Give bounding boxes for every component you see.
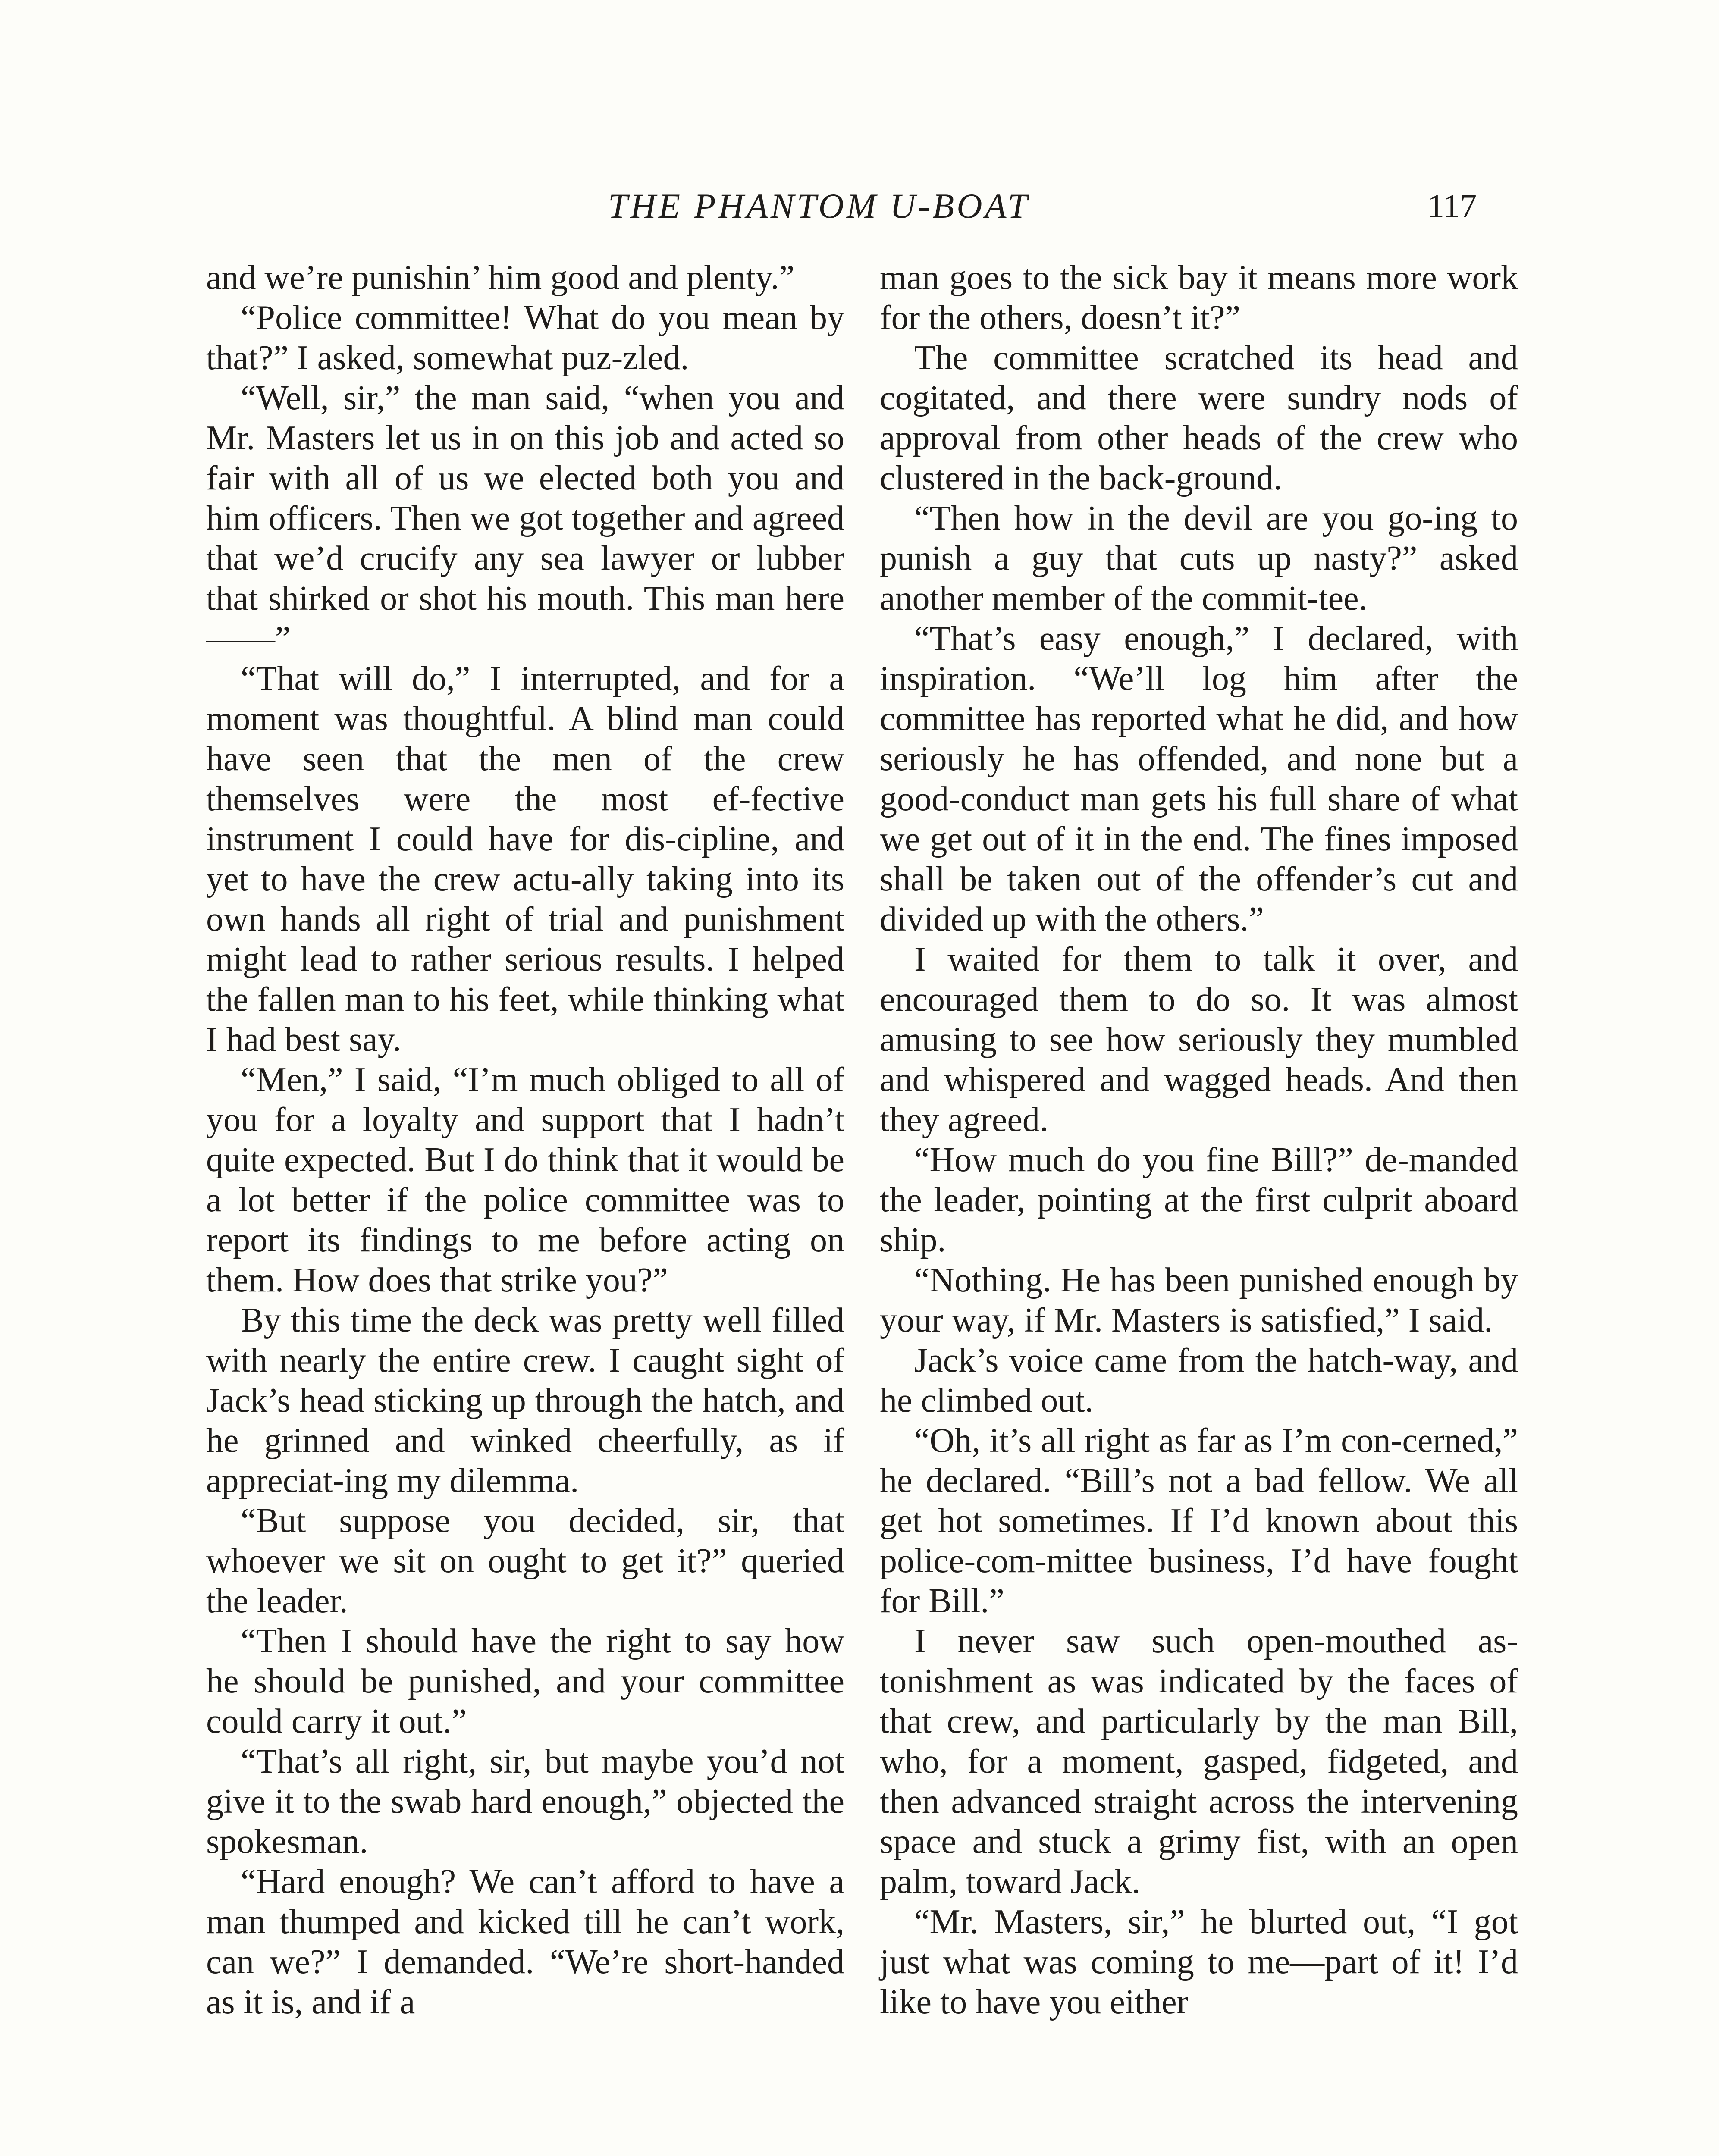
page-number: 117 bbox=[1427, 187, 1477, 225]
paragraph: “Mr. Masters, sir,” he blurted out, “I got just what was coming to me—part of it! I’d like to have you either bbox=[880, 1903, 1518, 2021]
paragraph: “But suppose you decided, sir, that whoever we sit on ought to get it?” queried the leader. bbox=[206, 1502, 844, 1620]
paragraph: “Then how in the devil are you go-ing to punish a guy that cuts up nasty?” asked another member of the commit-tee. bbox=[880, 499, 1518, 617]
paragraph: “That’s all right, sir, but maybe you’d not give it to the swab hard enough,” objected the spokesman. bbox=[206, 1742, 844, 1861]
paragraph: “That will do,” I interrupted, and for a moment was thoughtful. A blind man could have seen that the men of the crew themselves were the most ef-fective instrument I could have for dis-cipline, and yet to have the crew actu-ally taking into its own hands all right of trial and punishment might lead to rather serious results. I helped the fallen man to his feet, while thinking what I had best say. bbox=[206, 660, 844, 1059]
paragraph: “Police committee! What do you mean by that?” I asked, somewhat puz-zled. bbox=[206, 299, 844, 377]
paragraph: Jack’s voice came from the hatch-way, and he climbed out. bbox=[880, 1341, 1518, 1420]
paragraph: By this time the deck was pretty well filled with nearly the entire crew. I caught sight of Jack’s head sticking up through the hatch, and he grinned and winked cheerfully, as if appreciat-ing my dilemma. bbox=[206, 1301, 844, 1500]
left-column bbox=[206, 258, 844, 2022]
running-title: THE PHANTOM U-BOAT bbox=[608, 186, 1030, 226]
paragraph: I waited for them to talk it over, and encouraged them to do so. It was almost amusing to see how seriously they mumbled and whispered and wagged heads. And then they agreed. bbox=[880, 940, 1518, 1139]
paragraph: “Nothing. He has been punished enough by your way, if Mr. Masters is satisfied,” I said. bbox=[880, 1261, 1518, 1339]
paragraph: “That’s easy enough,” I declared, with inspiration. “We’ll log him after the committee has reported what he did, and how seriously he has offended, and none but a good-conduct man gets his full share of what we get out of it in the end. The fines imposed shall be taken out of the offender’s cut and divided up with the others.” bbox=[880, 620, 1518, 938]
paragraph: The committee scratched its head and cogitated, and there were sundry nods of approval from other heads of the crew who clustered in the back-ground. bbox=[880, 339, 1518, 497]
right-column bbox=[880, 258, 1518, 2022]
paragraph: “Then I should have the right to say how he should be punished, and your committee could carry it out.” bbox=[206, 1622, 844, 1740]
paragraph: “Men,” I said, “I’m much obliged to all of you for a loyalty and support that I hadn’t quite expected. But I do think that it would be a lot better if the police committee was to report its findings to me before acting on them. How does that strike you?” bbox=[206, 1061, 844, 1299]
paragraph: man goes to the sick bay it means more work for the others, doesn’t it?” bbox=[880, 259, 1518, 337]
running-head bbox=[0, 180, 1719, 232]
paragraph: “Hard enough? We can’t afford to have a man thumped and kicked till he can’t work, can we?” I demanded. “We’re short-handed as it is, and if a bbox=[206, 1863, 844, 2021]
paragraph: I never saw such open-mouthed as-tonishment as was indicated by the faces of that crew, and particularly by the man Bill, who, for a moment, gasped, fidgeted, and then advanced straight across the intervening space and stuck a grimy fist, with an open palm, toward Jack. bbox=[880, 1622, 1518, 1901]
paragraph: and we’re punishin’ him good and plenty.” bbox=[206, 259, 795, 297]
paragraph: “Well, sir,” the man said, “when you and Mr. Masters let us in on this job and acted so fair with all of us we elected both you and him officers. Then we got together and agreed that we’d crucify any sea lawyer or lubber that shirked or shot his mouth. This man here——” bbox=[206, 379, 844, 658]
paragraph: “Oh, it’s all right as far as I’m con-cerned,” he declared. “Bill’s not a bad fellow. We all get hot sometimes. If I’d known about this police-com-mittee business, I’d have fought for Bill.” bbox=[880, 1422, 1518, 1620]
paragraph: “How much do you fine Bill?” de-manded the leader, pointing at the first culprit aboard ship. bbox=[880, 1141, 1518, 1259]
